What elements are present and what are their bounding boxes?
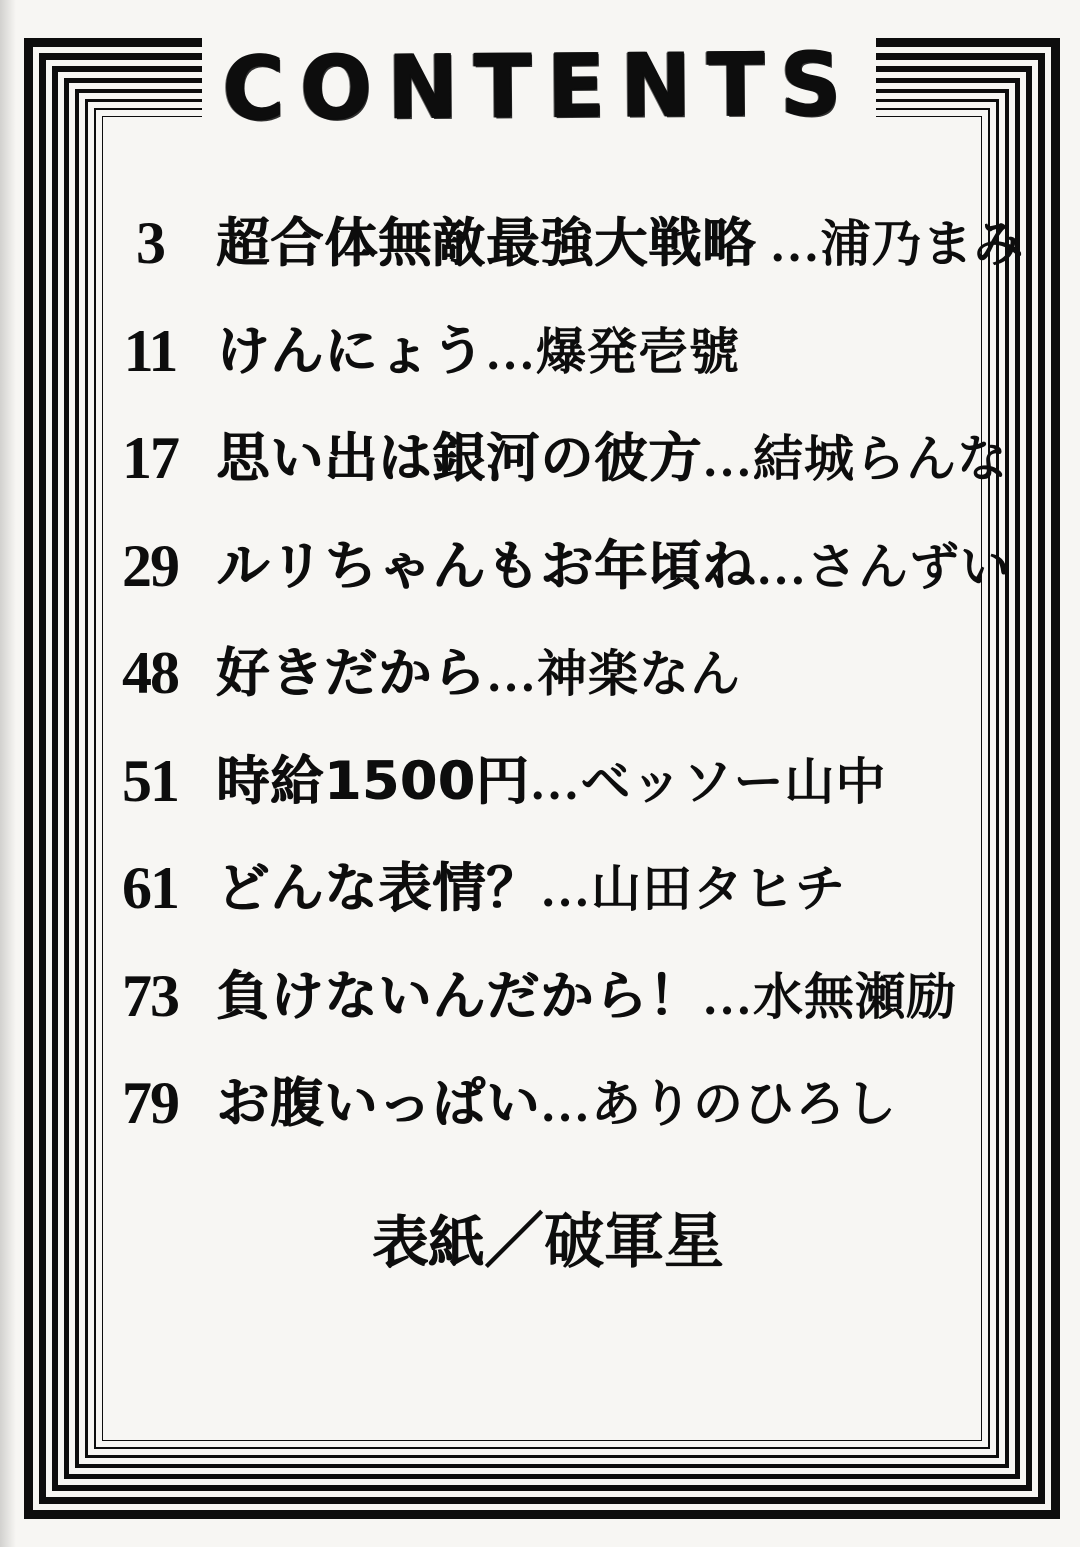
toc-entry (120, 943, 976, 1051)
entry-text (216, 428, 1008, 490)
entry-author: …浦乃まみ (756, 216, 1025, 273)
entry-text (216, 750, 887, 812)
entry-title: お腹いっぱい (216, 1073, 540, 1135)
entry-text (216, 858, 846, 920)
cover-credit-artist: ／破軍星 (484, 1209, 724, 1275)
entry-title: ルリちゃんもお年頃ね (216, 535, 756, 597)
entry-author: …爆発壱號 (484, 323, 740, 380)
cover-credit-label: 表紙 (372, 1211, 484, 1276)
page-number: 17 (122, 425, 178, 492)
toc-entry (120, 728, 976, 836)
entry-text (216, 1073, 897, 1135)
page-number: 73 (122, 962, 178, 1029)
entry-author: …神楽なん (486, 646, 741, 703)
entry-title: 超合体無敵最強大戦略 (216, 213, 756, 275)
page-title: CONTENTS (221, 32, 857, 140)
toc-entry (120, 620, 976, 728)
toc-entry (120, 513, 1011, 621)
entry-title: けんにょう (216, 320, 485, 382)
entry-text (216, 320, 740, 382)
entry-title: 時給1500円 (216, 750, 530, 812)
entry-author: …ベッソー山中 (529, 753, 887, 810)
toc-entry (120, 405, 1008, 513)
page-number: 3 (136, 210, 164, 277)
title-block (202, 28, 876, 144)
entry-author: …結城らんな (702, 431, 1008, 488)
entry-text (216, 965, 957, 1027)
entry-title: 好きだから (216, 643, 486, 705)
entry-text (216, 213, 1025, 275)
entry-author: …さんずい (756, 538, 1011, 595)
toc-entry (120, 190, 1025, 298)
page-number: 29 (122, 532, 178, 599)
toc-entry (120, 298, 976, 406)
page-number: 79 (122, 1070, 178, 1137)
scan-edge-artifact (0, 0, 16, 1547)
entry-title: 負けないんだから！ (216, 965, 702, 1027)
page-number: 61 (122, 855, 178, 922)
entry-text (216, 643, 741, 705)
toc-entry (120, 835, 976, 943)
page-number: 48 (122, 640, 178, 707)
cover-credit (120, 1209, 976, 1276)
entry-author: …山田タヒチ (540, 861, 846, 918)
page-number: 11 (123, 317, 177, 384)
entry-title: どんな表情？ (216, 858, 540, 920)
entry-text (216, 535, 1011, 597)
toc-entry (120, 1050, 976, 1158)
entry-author: …ありのひろし (540, 1076, 897, 1133)
entry-title: 思い出は銀河の彼方 (216, 428, 702, 490)
entry-author: …水無瀬励 (702, 968, 957, 1025)
table-of-contents (120, 190, 1025, 1158)
page-number: 51 (122, 747, 178, 814)
